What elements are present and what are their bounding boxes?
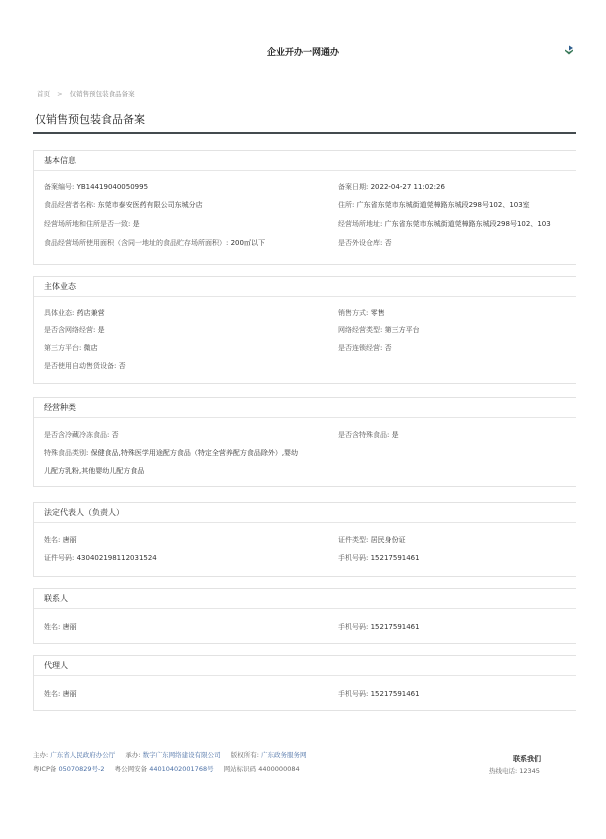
breadcrumb [37,89,135,98]
section-business-format [33,276,576,384]
section-heading: 法定代表人（负责人） [34,503,576,523]
footer-police-link[interactable]: 44010402001768号 [149,765,214,773]
contact-name-field: 姓名: 唐丽 [44,623,77,631]
page-title: 仅销售预包装食品备案 [35,113,145,126]
footer-icp-link[interactable]: 05070829号-2 [58,765,105,773]
footer-registrations: 粤ICP备 05070829号-2 粤公网安备 44010402001768号 网站标识码 4400000084 [33,765,300,773]
operator-name-field: 食品经营者名称: 东莞市泰安医药有限公司东城分店 [44,201,203,209]
title-divider [33,132,576,134]
area-field: 食品经营场所使用面积（含同一地址的食品贮存场所面积）: 200㎡以下 [44,239,265,247]
sales-method-field: 销售方式: 零售 [338,309,385,317]
site-address-field: 经营场所地址: 广东省东莞市东城街道莞樟路东城段298号102、103 [338,220,551,228]
id-number-field: 证件号码: 430402198112031524 [44,554,157,562]
footer-site-id: 网站标识码 4400000084 [223,765,300,773]
section-heading: 联系人 [34,589,576,609]
legal-name-field: 姓名: 唐丽 [44,536,77,544]
contact-us-title[interactable]: 联系我们 [513,755,541,763]
vending-field: 是否使用自动售货设备: 否 [44,362,126,370]
special-type-field: 特殊食品类别: 保健食品,特殊医学用途配方食品（特定全营养配方食品除外）,婴幼 [44,449,299,457]
warehouse-field: 是否外设仓库: 否 [338,239,392,247]
format-field: 具体业态: 药店兼营 [44,309,105,317]
record-number-field: 备案编号: YB14419040050995 [44,183,149,191]
agent-name-field: 姓名: 唐丽 [44,690,77,698]
special-type-continued: 儿配方乳粉,其他婴幼儿配方食品 [44,467,145,475]
contact-phone-field: 手机号码: 15217591461 [338,623,420,631]
platform-field: 第三方平台: 微店 [44,344,98,352]
chain-field: 是否连锁经营: 否 [338,344,392,352]
agent-phone-field: 手机号码: 15217591461 [338,690,420,698]
record-date-field: 备案日期: 2022-04-27 11:02:26 [338,183,445,191]
online-field: 是否含网络经营: 是 [44,326,105,334]
online-type-field: 网络经营类型: 第三方平台 [338,326,420,334]
section-agent [33,655,576,711]
section-basic-info [33,150,576,265]
legal-phone-field: 手机号码: 15217591461 [338,554,420,562]
footer-copyright-link[interactable]: 广东政务服务网 [260,751,307,759]
section-business-category [33,397,576,487]
section-heading: 代理人 [34,656,576,676]
hotline: 热线电话: 12345 [489,767,540,775]
frozen-food-field: 是否含冷藏冷冻食品: 否 [44,431,119,439]
same-address-field: 经营场所地和住所是否一致: 是 [44,220,140,228]
section-heading: 主体业态 [34,277,576,297]
section-contact-person [33,588,576,644]
footer-host-link[interactable]: 广东省人民政府办公厅 [50,751,116,759]
portal-title: 企业开办一网通办 [266,48,339,58]
breadcrumb-separator: > [57,90,63,98]
footer-organizers: 主办: 广东省人民政府办公厅 承办: 数字广东网络建设有限公司 版权所有: 广东政务服务网 [33,751,307,759]
portal-logo-icon[interactable] [564,45,574,55]
breadcrumb-home[interactable]: 首页 [37,90,50,98]
footer-undertake-link[interactable]: 数字广东网络建设有限公司 [142,751,221,759]
breadcrumb-current: 仅销售预包装食品备案 [69,90,135,98]
section-legal-representative [33,502,576,577]
section-heading: 经营种类 [34,398,576,418]
section-heading: 基本信息 [34,151,576,171]
residence-field: 住所: 广东省东莞市东城街道莞樟路东城段298号102、103室 [338,201,530,209]
id-type-field: 证件类型: 居民身份证 [338,536,406,544]
special-food-field: 是否含特殊食品: 是 [338,431,399,439]
